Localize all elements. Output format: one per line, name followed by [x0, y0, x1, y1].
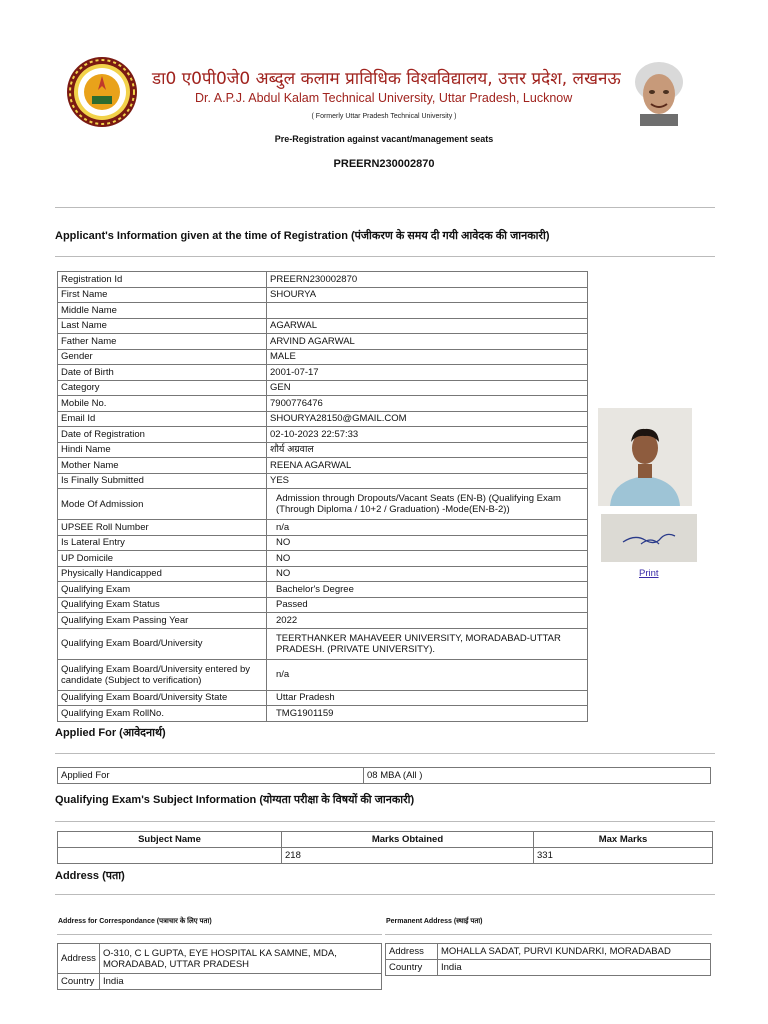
field-value: PREERN230002870: [267, 272, 588, 288]
applicant-info-table: [57, 271, 588, 722]
field-value: n/a: [267, 659, 588, 690]
field-label: Physically Handicapped: [58, 566, 267, 582]
field-value: 2022: [267, 613, 588, 629]
field-value: MALE: [267, 349, 588, 365]
divider: [55, 894, 715, 895]
divider: [385, 934, 712, 935]
field-label: Middle Name: [58, 303, 267, 319]
field-value: YES: [267, 473, 588, 489]
address-title: Address (पता): [55, 870, 125, 882]
table-row: [58, 597, 588, 613]
table-row: [58, 944, 382, 974]
applicant-info-title: Applicant's Information given at the time of Registration (पंजीकरण के समय दी गयी आवेदक की जानकारी): [55, 230, 550, 242]
field-label: Last Name: [58, 318, 267, 334]
field-value: NO: [267, 535, 588, 551]
table-row: [58, 706, 588, 722]
field-label: Mobile No.: [58, 396, 267, 412]
field-value: शौर्य अग्रवाल: [267, 442, 588, 458]
table-row: [58, 473, 588, 489]
field-value: SHOURYA28150@GMAIL.COM: [267, 411, 588, 427]
table-row: [58, 334, 588, 350]
correspondence-address-table: [57, 943, 382, 990]
permanent-country-value: India: [438, 960, 711, 976]
table-row: [58, 535, 588, 551]
table-row: [58, 396, 588, 412]
table-row: [58, 287, 588, 303]
signature-icon: [601, 514, 697, 562]
field-label: Qualifying Exam Board/University: [58, 628, 267, 659]
table-row: [58, 318, 588, 334]
table-row: [58, 690, 588, 706]
field-value: ARVIND AGARWAL: [267, 334, 588, 350]
subjects-table: [57, 831, 713, 864]
field-label: Date of Registration: [58, 427, 267, 443]
applicant-info-rows: [58, 272, 588, 722]
divider: [55, 256, 715, 257]
permanent-address-value: MOHALLA SADAT, PURVI KUNDARKI, MORADABAD: [438, 944, 711, 960]
formerly-text: ( Formerly Uttar Pradesh Technical University ): [311, 113, 457, 120]
table-row: [58, 365, 588, 381]
table-row: [58, 380, 588, 396]
field-label: Is Finally Submitted: [58, 473, 267, 489]
person-photo-icon: [598, 408, 692, 506]
table-row: [58, 442, 588, 458]
permanent-address-title: Permanent Address (स्थाई पता): [386, 918, 483, 925]
registration-number: PREERN230002870: [333, 158, 435, 170]
field-value: Passed: [267, 597, 588, 613]
table-row: [58, 628, 588, 659]
correspondence-country-value: India: [100, 974, 382, 990]
field-label: Qualifying Exam Board/University entered by candidate (Subject to verification): [58, 659, 267, 690]
max-marks-header: Max Marks: [534, 832, 713, 848]
table-row: [58, 551, 588, 567]
field-value: [267, 303, 588, 319]
university-name-english: Dr. A.P.J. Abdul Kalam Technical University, Uttar Pradesh, Lucknow: [195, 91, 573, 105]
table-row: [58, 458, 588, 474]
subject-name-header: Subject Name: [58, 832, 282, 848]
table-row: [58, 349, 588, 365]
table-row: [386, 944, 711, 960]
page-header: [0, 0, 768, 200]
field-value: Admission through Dropouts/Vacant Seats (EN-B) (Qualifying Exam (Through Diploma / 10+2 / Graduation) -Mode(EN-B-2)): [267, 489, 588, 520]
country-label: Country: [58, 974, 100, 990]
correspondence-address-value: O-310, C L GUPTA, EYE HOSPITAL KA SAMNE, MDA, MORADABAD, UTTAR PRADESH: [100, 944, 382, 974]
table-row: [58, 489, 588, 520]
field-value: 02-10-2023 22:57:33: [267, 427, 588, 443]
subjects-title: Qualifying Exam's Subject Information (योग्यता परीक्षा के विषयों की जानकारी): [55, 794, 415, 806]
applied-for-label: Applied For: [58, 768, 364, 784]
address-label: Address: [58, 944, 100, 974]
divider: [55, 207, 715, 208]
marks-obtained-cell: 218: [282, 848, 534, 864]
divider: [57, 934, 382, 935]
field-label: Email Id: [58, 411, 267, 427]
applied-for-value: 08 MBA (All ): [364, 768, 711, 784]
field-label: Qualifying Exam: [58, 582, 267, 598]
field-label: Qualifying Exam RollNo.: [58, 706, 267, 722]
divider: [55, 753, 715, 754]
table-row: [58, 566, 588, 582]
max-marks-cell: 331: [534, 848, 713, 864]
field-value: TEERTHANKER MAHAVEER UNIVERSITY, MORADABAD-UTTAR PRADESH. (PRIVATE UNIVERSITY).: [267, 628, 588, 659]
table-row: [58, 272, 588, 288]
field-label: UP Domicile: [58, 551, 267, 567]
field-label: Qualifying Exam Passing Year: [58, 613, 267, 629]
field-value: SHOURYA: [267, 287, 588, 303]
country-label: Country: [386, 960, 438, 976]
field-value: TMG1901159: [267, 706, 588, 722]
table-row: [58, 520, 588, 536]
field-label: First Name: [58, 287, 267, 303]
table-row: [58, 659, 588, 690]
field-value: GEN: [267, 380, 588, 396]
table-row: [58, 427, 588, 443]
table-row: [58, 768, 711, 784]
field-label: Is Lateral Entry: [58, 535, 267, 551]
subject-name-cell: [58, 848, 282, 864]
field-value: n/a: [267, 520, 588, 536]
table-row: [58, 303, 588, 319]
table-row: [58, 582, 588, 598]
address-label: Address: [386, 944, 438, 960]
applicant-photo: [598, 408, 692, 506]
print-link[interactable]: Print: [639, 568, 659, 579]
field-label: UPSEE Roll Number: [58, 520, 267, 536]
field-label: Hindi Name: [58, 442, 267, 458]
marks-obtained-header: Marks Obtained: [282, 832, 534, 848]
page-subtitle: Pre-Registration against vacant/management seats: [274, 134, 494, 144]
table-row: [58, 974, 382, 990]
applicant-signature: [601, 514, 697, 562]
field-value: 2001-07-17: [267, 365, 588, 381]
field-label: Qualifying Exam Status: [58, 597, 267, 613]
field-value: NO: [267, 566, 588, 582]
field-value: 7900776476: [267, 396, 588, 412]
divider: [55, 821, 715, 822]
field-label: Date of Birth: [58, 365, 267, 381]
table-row: [58, 411, 588, 427]
field-label: Gender: [58, 349, 267, 365]
field-value: REENA AGARWAL: [267, 458, 588, 474]
field-label: Mother Name: [58, 458, 267, 474]
field-value: Uttar Pradesh: [267, 690, 588, 706]
correspondence-address-title: Address for Correspondance (पत्राचार के लिए पता): [58, 918, 212, 925]
field-label: Mode Of Admission: [58, 489, 267, 520]
permanent-address-table: [385, 943, 711, 976]
table-row: [58, 613, 588, 629]
applied-for-table: [57, 767, 711, 784]
applied-for-title: Applied For (आवेदनार्थ): [55, 727, 166, 739]
field-value: NO: [267, 551, 588, 567]
university-name-hindi: डा0 ए0पी0जे0 अब्दुल कलाम प्राविधिक विश्वविद्यालय, उत्तर प्रदेश, लखनऊ: [152, 69, 621, 89]
field-label: Qualifying Exam Board/University State: [58, 690, 267, 706]
field-label: Category: [58, 380, 267, 396]
table-row: [58, 848, 713, 864]
table-row: [386, 960, 711, 976]
field-label: Father Name: [58, 334, 267, 350]
field-label: Registration Id: [58, 272, 267, 288]
table-header-row: [58, 832, 713, 848]
field-value: AGARWAL: [267, 318, 588, 334]
field-value: Bachelor's Degree: [267, 582, 588, 598]
